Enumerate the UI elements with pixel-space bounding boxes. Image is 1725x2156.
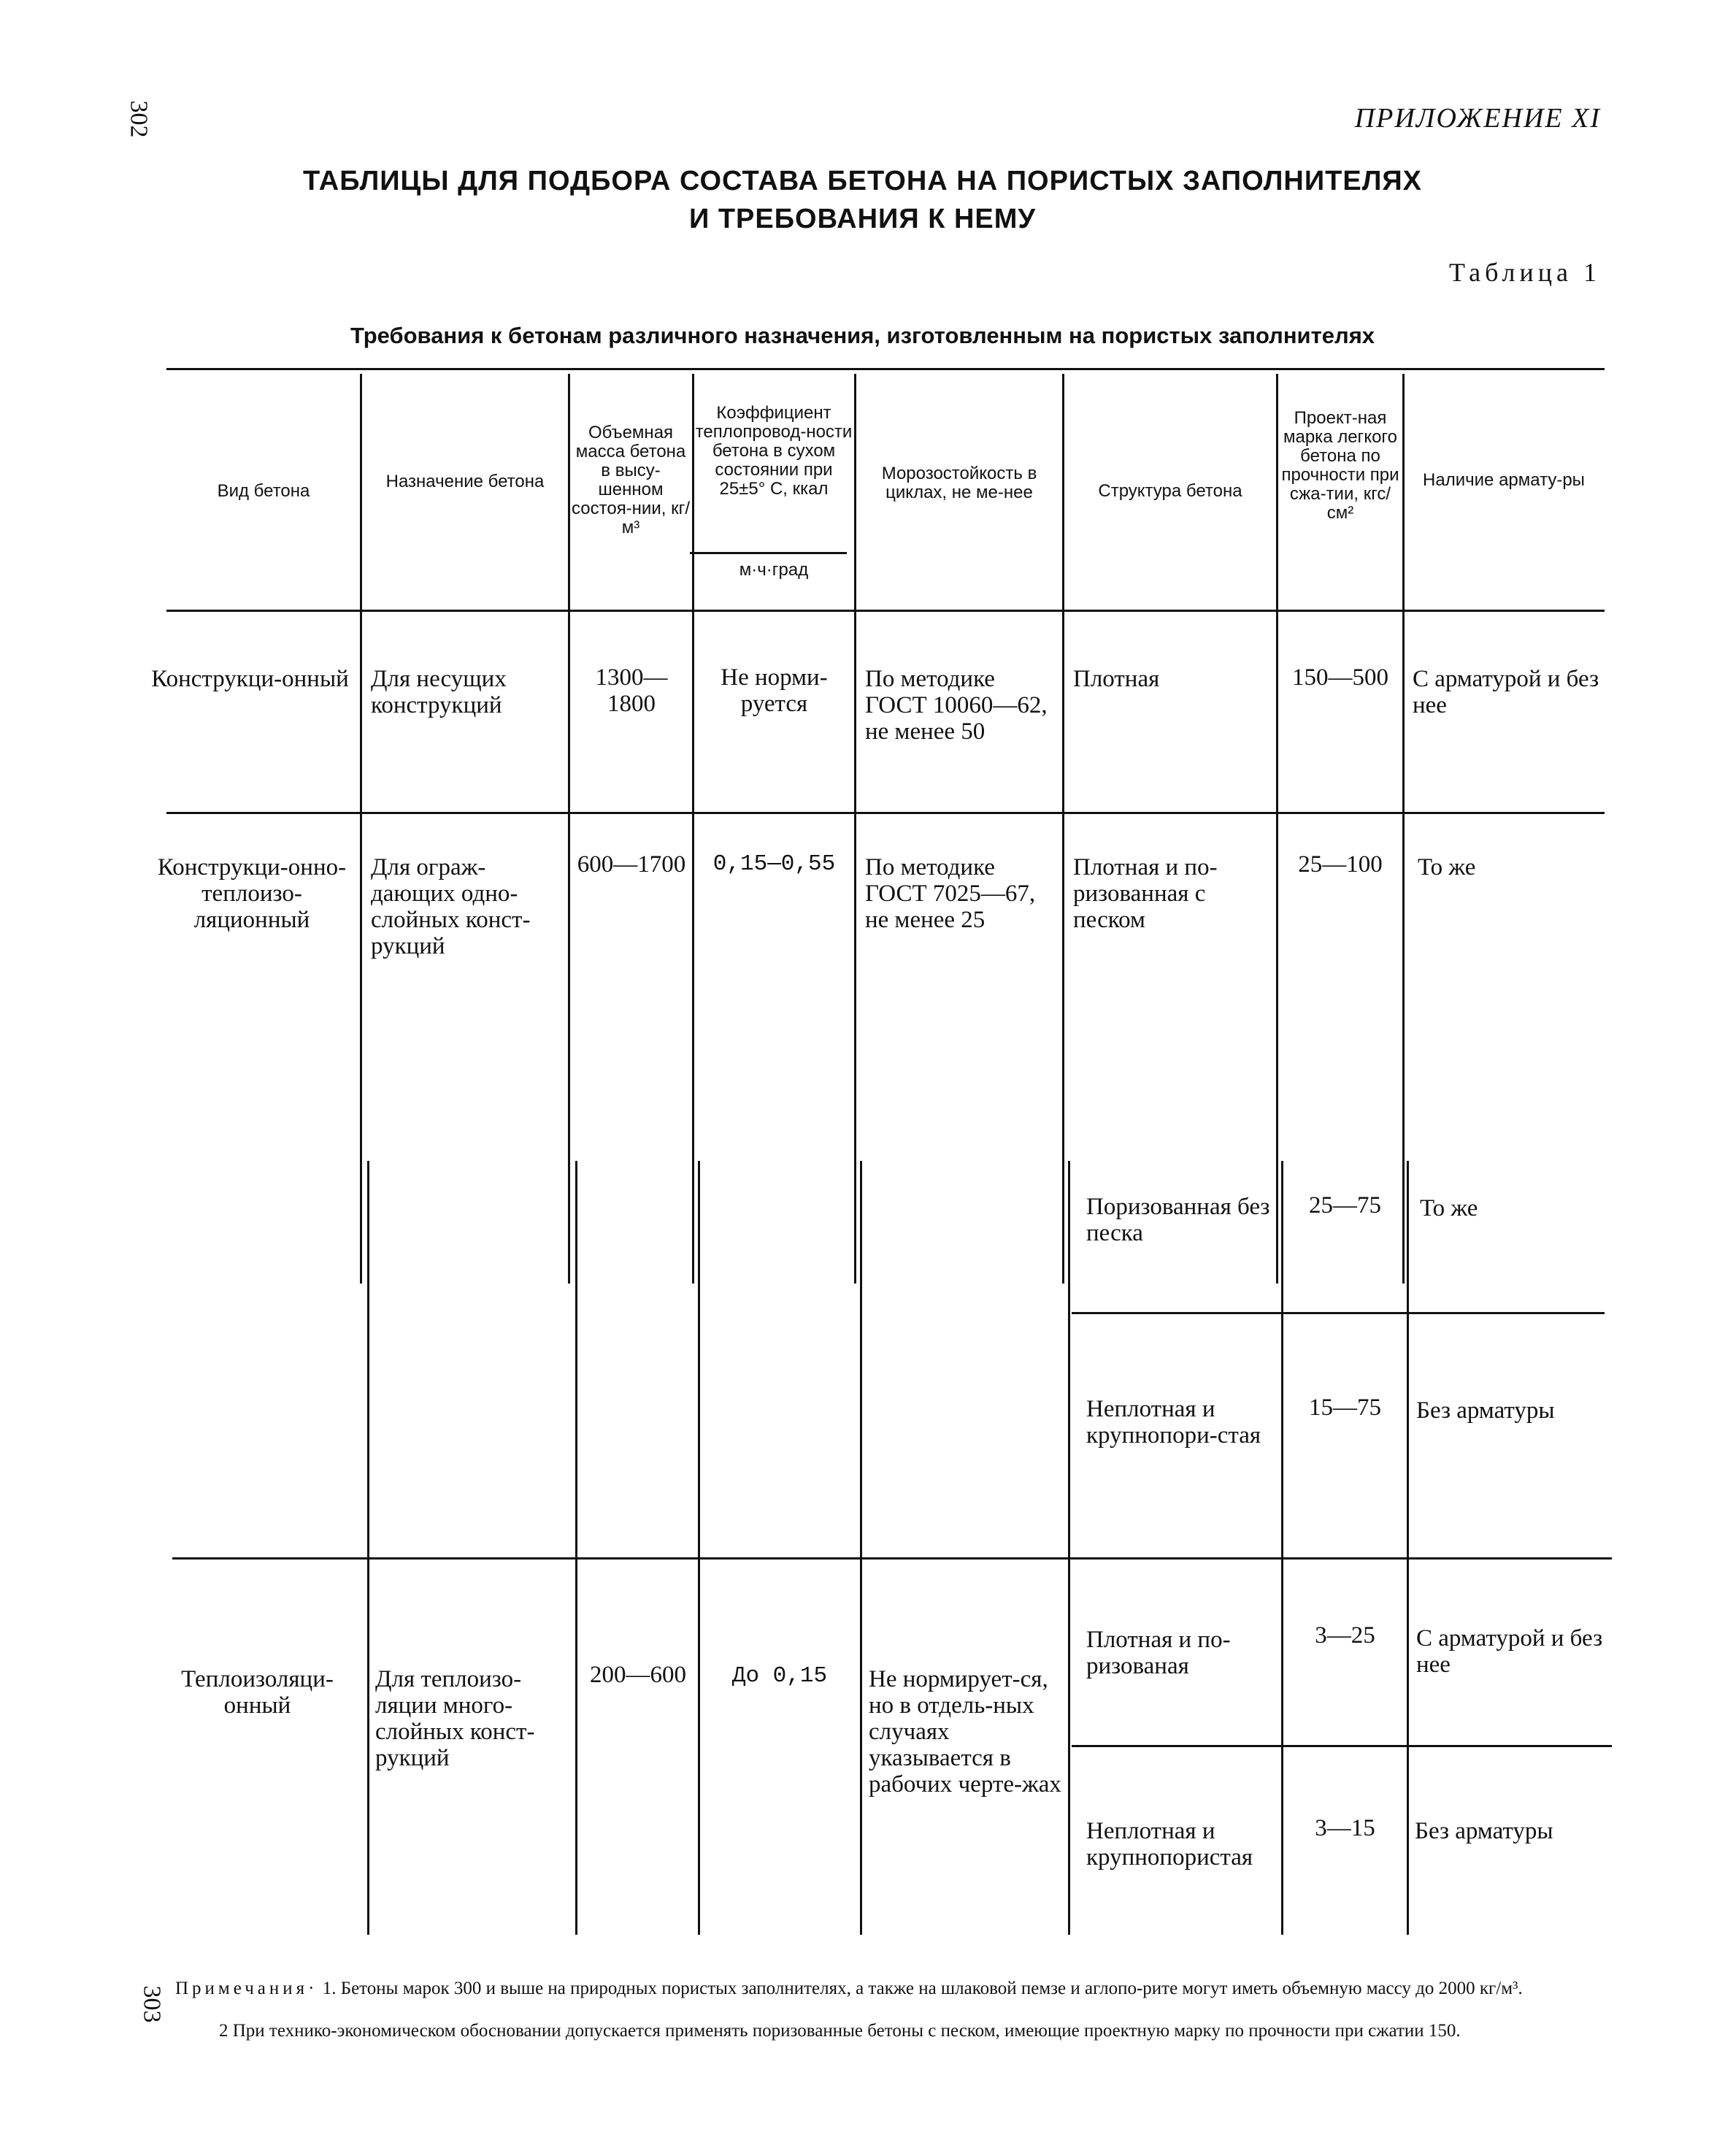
header-reinforcement: Наличие армату-ры — [1423, 470, 1585, 490]
header-density: Объемная масса бетона в высу-шенном состоя-нии, кг/м³ — [572, 423, 690, 537]
row1-conductivity: Не норми-руется — [721, 664, 828, 717]
col-sep-7 — [1402, 374, 1405, 1284]
col-sep-2 — [568, 374, 570, 1284]
col-sep-5 — [1062, 374, 1064, 1284]
row2b-structure: Поризованная без песка — [1086, 1194, 1270, 1246]
row2c-strength: 15—75 — [1309, 1395, 1381, 1421]
header-purpose: Назначение бетона — [385, 472, 545, 491]
rule-row1-bottom — [166, 812, 1605, 814]
notes-label: Примечания· — [175, 1979, 318, 1998]
row2-structure: Плотная и по-ризованная с песком — [1073, 854, 1218, 933]
row2-frost: По методике ГОСТ 7025—67, не менее 25 — [865, 854, 1036, 933]
row2b-strength: 25—75 — [1309, 1192, 1381, 1219]
col-sep-3-lower — [698, 1161, 700, 1935]
row3-conductivity: До 0,15 — [731, 1663, 828, 1689]
col-sep-4 — [854, 374, 856, 1284]
note-1-text: 1. Бетоны марок 300 и выше на природных пористых заполнителях, а также на шлаковой пемзе и аглопо-рите могут иметь объемную массу до 2000 кг/м³. — [322, 1979, 1523, 1998]
rule-unit-divider — [690, 552, 847, 554]
row2c-reinforcement: Без арматуры — [1416, 1397, 1555, 1424]
row3-reinforcement-a: С арматурой и без нее — [1416, 1625, 1603, 1678]
row3-structure-b: Неплотная и крупнопористая — [1086, 1818, 1253, 1871]
table-label: Таблица 1 — [1449, 258, 1601, 287]
row1-density: 1300—1800 — [595, 664, 668, 717]
header-conductivity: Коэффициент теплопровод-ности бетона в сухом состоянии при 25±5° С, ккал — [695, 403, 853, 499]
row2-purpose: Для ограж-дающих одно-слойных конст-рукций — [371, 854, 531, 959]
row3-density: 200—600 — [590, 1662, 686, 1688]
main-title-line-2: И ТРЕБОВАНИЯ К НЕМУ — [688, 204, 1037, 234]
row2-density: 600—1700 — [577, 851, 686, 878]
row1-purpose: Для несущих конструкций — [371, 666, 507, 718]
rule-header-bottom — [166, 610, 1605, 612]
col-sep-1 — [360, 374, 362, 1284]
header-strength: Проект-ная марка легкого бетона по прочности при сжа-тии, кгс/см² — [1281, 408, 1399, 523]
row3-purpose: Для теплоизо-ляции много-слойных конст-рукций — [375, 1666, 535, 1771]
rule-top — [166, 368, 1605, 370]
row3-strength-b: 3—15 — [1315, 1815, 1375, 1841]
appendix-label: ПРИЛОЖЕНИЕ XI — [1354, 103, 1601, 134]
row2-conductivity: 0,15—0,55 — [712, 851, 836, 877]
note-2: 2 При технико-экономическом обосновании допускается применять поризованные бетоны с песком, имеющие проектную марку по прочности при сжатии 150. — [219, 2021, 1461, 2041]
row3-structure-a: Плотная и по-ризованая — [1086, 1627, 1231, 1679]
row1-type: Конструкци-онный — [151, 666, 349, 692]
row3-reinforcement-b: Без арматуры — [1415, 1818, 1553, 1844]
table-title: Требования к бетонам различного назначения, изготовленным на пористых заполнителях — [350, 323, 1375, 348]
rule-row2b-bottom — [1072, 1312, 1605, 1314]
page-number-top: 302 — [125, 100, 153, 138]
header-conductivity-unit: м·ч·град — [739, 560, 809, 580]
col-sep-6 — [1276, 374, 1278, 1284]
row3-frost: Не нормирует-ся, но в отдель-ных случаях указывается в рабочих черте-жах — [869, 1666, 1061, 1798]
header-frost: Морозостойкость в циклах, не ме-нее — [881, 464, 1037, 502]
col-sep-1-lower — [367, 1161, 369, 1935]
main-title-line-1: ТАБЛИЦЫ ДЛЯ ПОДБОРА СОСТАВА БЕТОНА НА ПОРИСТЫХ ЗАПОЛНИТЕЛЯХ — [302, 166, 1423, 196]
header-type: Вид бетона — [217, 481, 310, 501]
main-title — [0, 162, 1725, 238]
rule-row2-bottom — [172, 1557, 1612, 1560]
col-sep-7-lower — [1407, 1161, 1409, 1935]
page-number-bottom: 303 — [138, 1985, 166, 2023]
col-sep-2-lower — [575, 1161, 577, 1935]
row1-reinforcement: С арматурой и без нее — [1413, 666, 1599, 718]
header-structure: Структура бетона — [1098, 481, 1242, 501]
row2-strength: 25—100 — [1298, 851, 1383, 878]
row1-strength: 150—500 — [1292, 664, 1388, 691]
note-1 — [175, 1979, 1606, 1998]
rule-row3a-bottom — [1072, 1745, 1612, 1747]
col-sep-3 — [692, 374, 694, 1284]
row2-reinforcement: То же — [1418, 854, 1476, 881]
col-sep-4-lower — [860, 1161, 862, 1935]
row1-frost: По методике ГОСТ 10060—62, не менее 50 — [865, 666, 1048, 745]
col-sep-5-lower — [1068, 1161, 1070, 1935]
row2c-structure: Неплотная и крупнопори-стая — [1086, 1396, 1261, 1449]
row3-strength-a: 3—25 — [1315, 1622, 1375, 1649]
row2b-reinforcement: То же — [1420, 1195, 1478, 1221]
row2-type: Конструкци-онно-теплоизо-ляционный — [157, 854, 347, 933]
row1-structure: Плотная — [1073, 666, 1160, 692]
row3-type: Теплоизоляци-онный — [181, 1666, 334, 1719]
